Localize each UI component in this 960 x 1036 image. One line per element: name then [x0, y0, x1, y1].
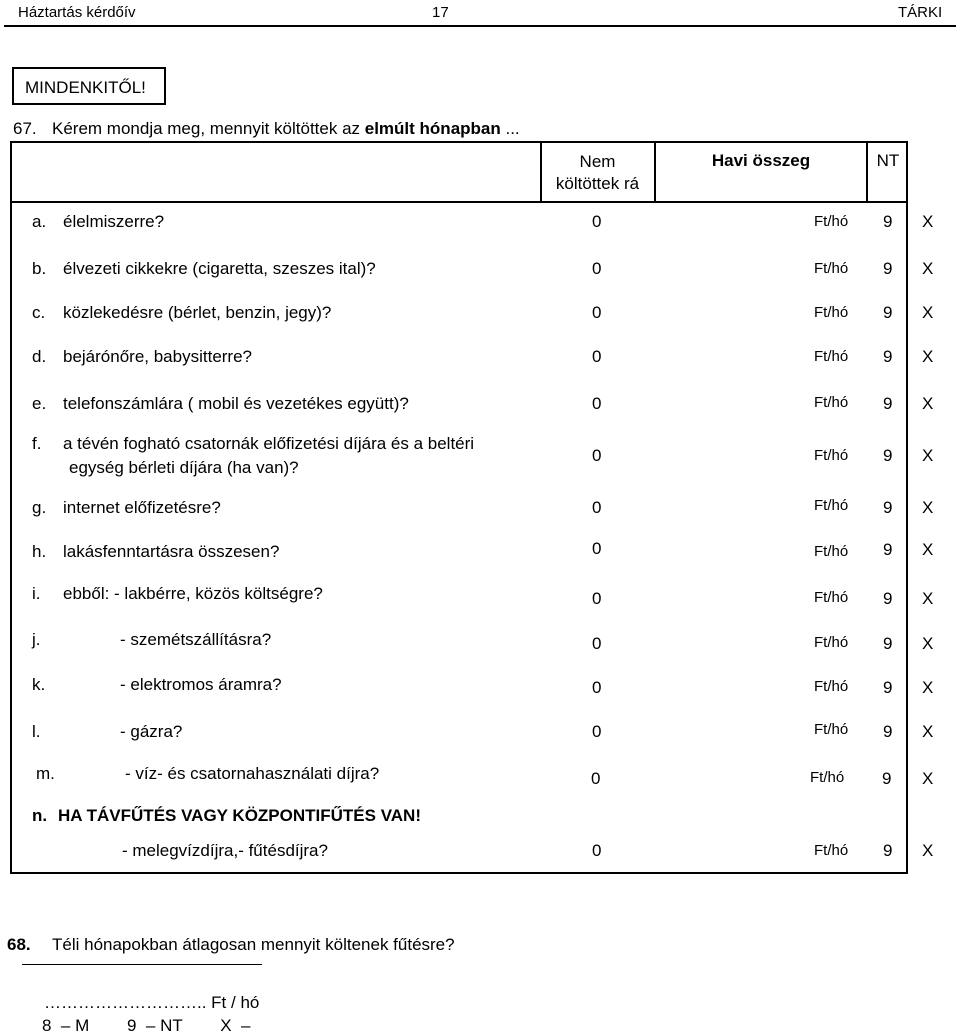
row-letter: n.: [32, 806, 48, 825]
row-text: lakásfenntartásra összesen?: [63, 542, 280, 561]
row-text: bejárónőre, babysitterre?: [63, 347, 253, 366]
not-spent-code[interactable]: 0: [591, 769, 601, 788]
header-title: Háztartás kérdőív: [18, 4, 136, 21]
x-code[interactable]: X: [922, 394, 934, 413]
row-text: - gázra?: [120, 722, 183, 741]
nt-code[interactable]: 9: [883, 347, 893, 366]
amount-unit: Ft/hó: [814, 634, 849, 651]
row-letter: f.: [32, 434, 42, 453]
amount-unit: Ft/hó: [814, 394, 849, 411]
nt-code[interactable]: 9: [883, 841, 893, 860]
row-letter: k.: [32, 675, 46, 694]
nt-code[interactable]: 9: [882, 769, 892, 788]
not-spent-code[interactable]: 0: [592, 347, 602, 366]
col-nt: NT: [876, 151, 900, 170]
nt-code[interactable]: 9: [883, 212, 893, 231]
q68-amount-blank[interactable]: ……………………….. Ft / hó: [44, 993, 260, 1012]
page-number: 17: [432, 4, 449, 21]
nt-code[interactable]: 9: [883, 589, 893, 608]
not-spent-code[interactable]: 0: [592, 212, 602, 231]
row-letter: j.: [32, 630, 41, 649]
q68-codes: 8 – M 9 – NT X –: [42, 1016, 251, 1035]
row-letter: b.: [32, 259, 47, 278]
not-spent-code[interactable]: 0: [592, 446, 602, 465]
col-monthly-amount: Havi összeg: [711, 151, 811, 170]
nt-code[interactable]: 9: [883, 303, 893, 322]
table-row: [0, 259, 960, 299]
amount-unit: Ft/hó: [814, 304, 849, 321]
not-spent-code[interactable]: 0: [592, 539, 602, 558]
x-code[interactable]: X: [922, 303, 934, 322]
row-text: élelmiszerre?: [63, 212, 165, 231]
row-text: HA TÁVFŰTÉS VAGY KÖZPONTIFŰTÉS VAN!: [58, 806, 421, 825]
x-code[interactable]: X: [922, 498, 934, 517]
amount-unit: Ft/hó: [814, 260, 849, 277]
row-letter: l.: [32, 722, 41, 741]
row-text: - szemétszállításra?: [120, 630, 272, 649]
not-spent-code[interactable]: 0: [592, 303, 602, 322]
row-text-line2: egység bérleti díjára (ha van)?: [69, 458, 299, 477]
x-code[interactable]: X: [922, 347, 934, 366]
table-row: [0, 434, 960, 484]
x-code[interactable]: X: [922, 212, 934, 231]
q67-number: 67.: [13, 119, 37, 138]
q67-text-before: Kérem mondja meg, mennyit költöttek az: [52, 119, 365, 138]
q68-rule: [22, 964, 262, 965]
nt-code[interactable]: 9: [883, 678, 893, 697]
table-row: [0, 347, 960, 387]
x-code[interactable]: X: [922, 722, 934, 741]
amount-unit: Ft/hó: [814, 213, 849, 230]
x-code[interactable]: X: [922, 678, 934, 697]
row-text: élvezeti cikkekre (cigaretta, szeszes ital)?: [63, 259, 376, 278]
row-text: ebből: - lakbérre, közös költségre?: [63, 584, 323, 603]
nt-code[interactable]: 9: [883, 540, 893, 559]
nt-code[interactable]: 9: [883, 722, 893, 741]
nt-code[interactable]: 9: [883, 446, 893, 465]
row-letter: d.: [32, 347, 47, 366]
table-row: [0, 539, 960, 582]
amount-unit: Ft/hó: [814, 348, 849, 365]
nt-code[interactable]: 9: [883, 498, 893, 517]
amount-unit: Ft/hó: [814, 543, 849, 560]
not-spent-code[interactable]: 0: [592, 498, 602, 517]
table-row: [0, 212, 960, 252]
row-letter: c.: [32, 303, 46, 322]
x-code[interactable]: X: [922, 589, 934, 608]
amount-unit: Ft/hó: [814, 447, 849, 464]
x-code[interactable]: X: [922, 634, 934, 653]
row-letter: a.: [32, 212, 47, 231]
row-letter: h.: [32, 542, 47, 561]
amount-unit: Ft/hó: [814, 678, 849, 695]
x-code[interactable]: X: [922, 841, 934, 860]
row-letter: i.: [32, 584, 41, 603]
amount-unit: Ft/hó: [814, 721, 849, 738]
q68-text: Téli hónapokban átlagosan mennyit költenek fűtésre?: [52, 935, 455, 954]
amount-unit: Ft/hó: [814, 589, 849, 606]
row-text: a tévén fogható csatornák előfizetési díjára és a beltéri: [63, 434, 475, 453]
amount-unit: Ft/hó: [810, 769, 845, 786]
not-spent-code[interactable]: 0: [592, 394, 602, 413]
table-row: [0, 764, 960, 804]
everyone-label: MINDENKITŐL!: [25, 78, 146, 97]
amount-unit: Ft/hó: [814, 842, 849, 859]
row-letter: e.: [32, 394, 47, 413]
table-row: [0, 675, 960, 715]
everyone-box: [12, 67, 166, 105]
not-spent-code[interactable]: 0: [592, 841, 602, 860]
table-row: [0, 722, 960, 762]
not-spent-code[interactable]: 0: [592, 678, 602, 697]
header-org: TÁRKI: [898, 4, 943, 21]
x-code[interactable]: X: [922, 446, 934, 465]
row-text: internet előfizetésre?: [63, 498, 221, 517]
table-row: [0, 806, 960, 868]
table-row: [0, 630, 960, 670]
row-letter: g.: [32, 498, 47, 517]
x-code[interactable]: X: [922, 259, 934, 278]
col-not-spent: [541, 151, 654, 195]
table-row: [0, 584, 960, 624]
col-not-spent-line1: Nem: [579, 152, 616, 171]
nt-code[interactable]: 9: [883, 259, 893, 278]
row-letter: m.: [36, 764, 55, 783]
row-text-line2: - melegvízdíjra,- fűtésdíjra?: [122, 841, 328, 860]
col-divider-2: [654, 141, 656, 201]
table-row: [0, 498, 960, 538]
col-not-spent-line2: költöttek rá: [555, 174, 640, 193]
nt-code[interactable]: 9: [883, 394, 893, 413]
x-code[interactable]: X: [922, 540, 934, 559]
row-text: - víz- és csatornahasználati díjra?: [125, 764, 380, 783]
nt-code[interactable]: 9: [883, 634, 893, 653]
q67-text: [52, 119, 520, 139]
q68-number: 68.: [7, 935, 31, 954]
row-text: telefonszámlára ( mobil és vezetékes együtt)?: [63, 394, 409, 413]
table-row: [0, 303, 960, 343]
table-head-rule: [10, 201, 908, 203]
q67-text-bold: elmúlt hónapban: [364, 119, 501, 138]
col-divider-3: [866, 141, 868, 201]
not-spent-code[interactable]: 0: [592, 589, 602, 608]
q67-text-after: ...: [500, 119, 520, 138]
not-spent-code[interactable]: 0: [592, 722, 602, 741]
not-spent-code[interactable]: 0: [592, 634, 602, 653]
header-rule: [4, 25, 956, 27]
table-row: [0, 394, 960, 434]
not-spent-code[interactable]: 0: [592, 259, 602, 278]
row-text: közlekedésre (bérlet, benzin, jegy)?: [63, 303, 332, 322]
row-text: - elektromos áramra?: [120, 675, 282, 694]
x-code[interactable]: X: [922, 769, 934, 788]
amount-unit: Ft/hó: [814, 497, 849, 514]
